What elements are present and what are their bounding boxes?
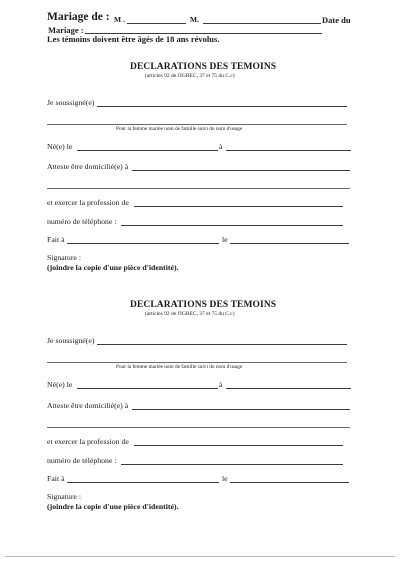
fait-a-label: Fait à <box>47 235 65 244</box>
declaration-subtitle: (articles 92 de l'IGREC, 37 et 75 du C.c) <box>145 311 235 317</box>
profession-label: et exercer la profession de <box>47 437 129 446</box>
profession-label: et exercer la profession de <box>47 198 129 207</box>
ne-le-label: Né(e) le <box>47 142 73 151</box>
soussigne-field-2[interactable] <box>47 124 347 125</box>
declaration-title: DECLARATIONS DES TEMOINS <box>130 300 277 310</box>
mariage-label: Mariage : <box>48 25 84 35</box>
signature-label: Signature : <box>47 253 81 262</box>
mariage-de-label: Mariage de : <box>47 11 110 23</box>
domicile-label: Atteste être domicilié(e) à <box>47 162 129 171</box>
a-label: à <box>219 142 223 151</box>
fait-le-field[interactable] <box>230 243 349 244</box>
telephone-field[interactable] <box>121 225 343 226</box>
fait-a-field[interactable] <box>67 482 219 483</box>
telephone-field[interactable] <box>121 464 343 465</box>
a-label: à <box>219 380 223 389</box>
spouse-1-label: M . <box>114 15 125 24</box>
domicile-field-2[interactable] <box>47 427 350 428</box>
telephone-label: numéro de téléphone : <box>47 217 117 226</box>
fait-a-label: Fait à <box>47 474 65 483</box>
spouse-2-label: M. <box>190 15 199 24</box>
birth-place-field[interactable] <box>226 388 351 389</box>
birth-place-field[interactable] <box>226 150 351 151</box>
signature-label: Signature : <box>47 492 81 501</box>
soussigne-field[interactable] <box>97 344 347 345</box>
page-bottom-rule <box>5 556 395 557</box>
le-label: le <box>222 235 228 244</box>
fait-le-field[interactable] <box>230 482 349 483</box>
profession-field[interactable] <box>134 206 343 207</box>
soussigne-field-2[interactable] <box>47 362 347 363</box>
declaration-title: DECLARATIONS DES TEMOINS <box>130 62 277 72</box>
soussigne-label: Je soussigné(e) <box>47 98 95 107</box>
telephone-label: numéro de téléphone : <box>47 456 117 465</box>
soussigne-field[interactable] <box>97 106 347 107</box>
domicile-field[interactable] <box>132 170 350 171</box>
domicile-field-2[interactable] <box>47 188 350 189</box>
birth-date-field[interactable] <box>77 150 218 151</box>
spouse-2-field[interactable] <box>203 23 321 24</box>
joindre-note: (joindre la copie d'une pièce d'identité). <box>47 502 179 511</box>
note-femme-mariee: Pour la femme mariée nom de famille suivi du nom d'usage <box>116 364 243 370</box>
spouse-1-field[interactable] <box>127 23 186 24</box>
domicile-label: Atteste être domicilié(e) à <box>47 401 129 410</box>
le-label: le <box>222 474 228 483</box>
date-du-label: Date du <box>322 15 351 25</box>
note-femme-mariee: Pour la femme mariée nom de famille suivi du nom d'usage <box>116 126 243 132</box>
profession-field[interactable] <box>134 445 343 446</box>
soussigne-label: Je soussigné(e) <box>47 336 95 345</box>
birth-date-field[interactable] <box>77 388 218 389</box>
ne-le-label: Né(e) le <box>47 380 73 389</box>
age-requirement: Les témoins doivent être âgés de 18 ans révolus. <box>47 34 220 44</box>
fait-a-field[interactable] <box>67 243 219 244</box>
declaration-subtitle: (articles 92 de l'IGREC, 37 et 75 du C.c) <box>145 73 235 79</box>
domicile-field[interactable] <box>132 409 350 410</box>
joindre-note: (joindre la copie d'une pièce d'identité). <box>47 263 179 272</box>
